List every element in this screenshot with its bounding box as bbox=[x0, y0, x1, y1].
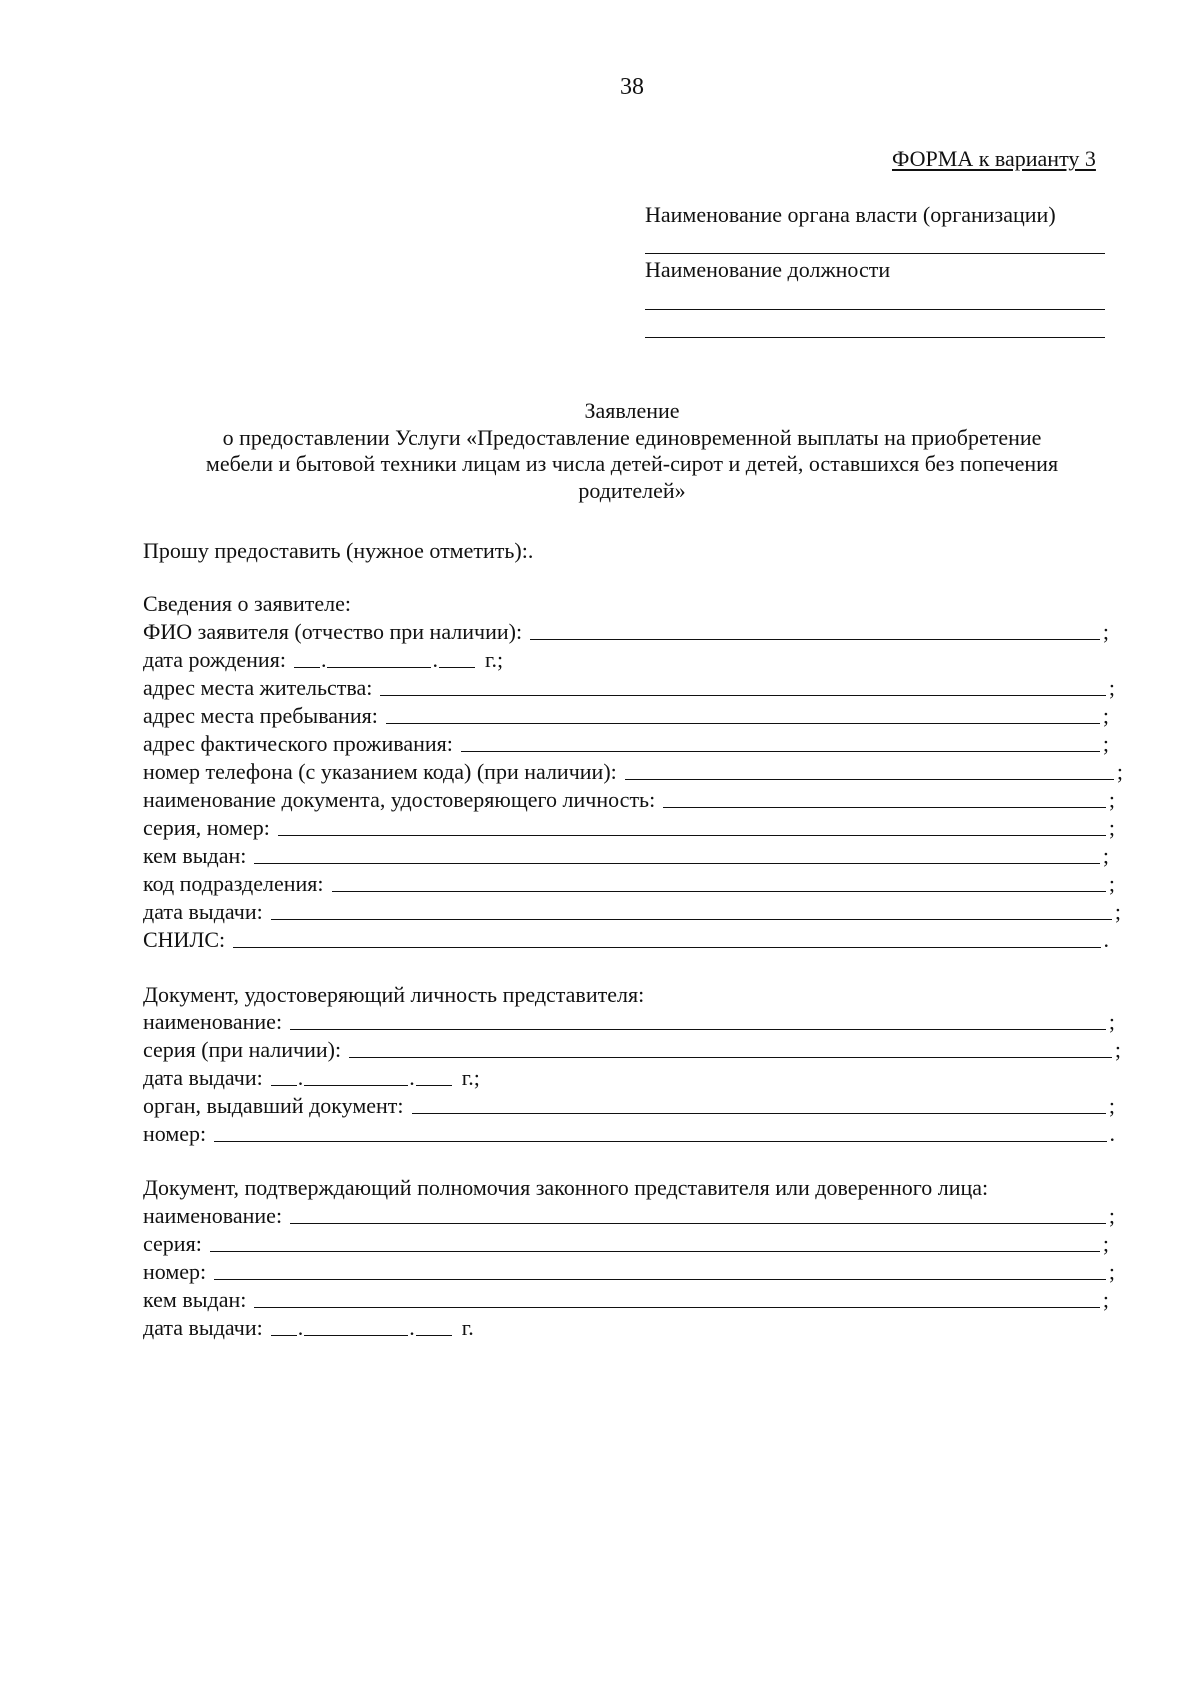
authority-name-field[interactable] bbox=[290, 1222, 1106, 1224]
addressee-authority-label: Наименование органа власти (организации) bbox=[645, 202, 1056, 227]
addressee-position-label: Наименование должности bbox=[645, 257, 891, 282]
row-end-punct: ; bbox=[1108, 1093, 1115, 1118]
representative-issue-date-row bbox=[143, 1065, 480, 1091]
date-separator: . bbox=[432, 647, 438, 672]
applicant-fio-label: ФИО заявителя (отчество при наличии): bbox=[143, 619, 523, 644]
auth-issue-month-field[interactable] bbox=[304, 1334, 408, 1336]
row-end-punct: ; bbox=[1108, 675, 1115, 700]
rep-issue-year-field[interactable] bbox=[416, 1084, 452, 1086]
applicant-phone-row bbox=[143, 759, 1123, 785]
row-end-punct: ; bbox=[1102, 1231, 1109, 1256]
applicant-series-number-row bbox=[143, 815, 1115, 841]
row-end-punct: ; bbox=[1108, 871, 1115, 896]
applicant-issue-date-label: дата выдачи: bbox=[143, 899, 263, 924]
applicant-series-number-field[interactable] bbox=[278, 834, 1106, 836]
authority-number-field[interactable] bbox=[214, 1278, 1106, 1280]
date-separator: . bbox=[409, 1315, 415, 1340]
applicant-fio-row bbox=[143, 619, 1109, 645]
authority-series-field[interactable] bbox=[210, 1250, 1100, 1252]
representative-name-label: наименование: bbox=[143, 1009, 283, 1034]
applicant-stay-row bbox=[143, 703, 1109, 729]
applicant-issued-by-field[interactable] bbox=[254, 862, 1100, 864]
rep-issue-month-field[interactable] bbox=[304, 1084, 408, 1086]
representative-issue-date-label: дата выдачи: bbox=[143, 1065, 263, 1090]
applicant-residence-row bbox=[143, 675, 1115, 701]
row-end-punct: . bbox=[1109, 1121, 1115, 1146]
auth-issue-year-field[interactable] bbox=[416, 1334, 452, 1336]
applicant-actual-label: адрес фактического проживания: bbox=[143, 731, 453, 756]
applicant-division-code-row bbox=[143, 871, 1115, 897]
row-end-punct: ; bbox=[1108, 1203, 1115, 1228]
birth-date-suffix: г.; bbox=[484, 647, 504, 672]
applicant-actual-field[interactable] bbox=[461, 750, 1100, 752]
representative-id-heading: Документ, удостоверяющий личность представителя: bbox=[143, 982, 645, 1007]
representative-name-row bbox=[143, 1009, 1115, 1035]
authority-series-label: серия: bbox=[143, 1231, 202, 1256]
title-heading: Заявление bbox=[584, 398, 680, 423]
representative-series-row bbox=[143, 1037, 1121, 1063]
rep-issue-date-suffix: г.; bbox=[461, 1065, 480, 1090]
applicant-birth-date-label: дата рождения: bbox=[143, 647, 286, 672]
auth-issue-date-suffix: г. bbox=[461, 1315, 474, 1340]
representative-series-field[interactable] bbox=[349, 1056, 1112, 1058]
representative-name-field[interactable] bbox=[290, 1028, 1106, 1030]
row-end-punct: ; bbox=[1108, 1259, 1115, 1284]
applicant-actual-row bbox=[143, 731, 1109, 757]
date-separator: . bbox=[320, 647, 327, 672]
representative-issuer-field[interactable] bbox=[412, 1112, 1106, 1114]
representative-issuer-label: орган, выдавший документ: bbox=[143, 1093, 404, 1118]
applicant-division-code-field[interactable] bbox=[332, 890, 1106, 892]
applicant-issued-by-row bbox=[143, 843, 1109, 869]
authority-name-row bbox=[143, 1203, 1115, 1229]
authority-issued-by-row bbox=[143, 1287, 1109, 1313]
applicant-id-doc-field[interactable] bbox=[663, 806, 1106, 808]
addressee-authority-line[interactable] bbox=[645, 253, 1105, 254]
row-end-punct: ; bbox=[1114, 899, 1121, 924]
addressee-position-line-2[interactable] bbox=[645, 337, 1105, 338]
row-end-punct: ; bbox=[1114, 1037, 1121, 1062]
request-text: Прошу предоставить (нужное отметить):. bbox=[143, 538, 534, 563]
addressee-position-line-1[interactable] bbox=[645, 309, 1105, 310]
applicant-stay-label: адрес места пребывания: bbox=[143, 703, 378, 728]
representative-series-label: серия (при наличии): bbox=[143, 1037, 342, 1062]
authority-issued-by-field[interactable] bbox=[254, 1306, 1100, 1308]
representative-issuer-row bbox=[143, 1093, 1115, 1119]
row-end-punct: ; bbox=[1108, 815, 1115, 840]
row-end-punct: ; bbox=[1108, 787, 1115, 812]
title-line-2: мебели и бытовой техники лицам из числа детей-сирот и детей, оставшихся без попечения bbox=[205, 451, 1059, 476]
applicant-residence-field[interactable] bbox=[380, 694, 1105, 696]
applicant-issued-by-label: кем выдан: bbox=[143, 843, 247, 868]
title-line-1: о предоставлении Услуги «Предоставление единовременной выплаты на приобретение bbox=[222, 424, 1042, 450]
rep-issue-day-field[interactable] bbox=[271, 1084, 297, 1086]
applicant-snils-row bbox=[143, 927, 1109, 953]
representative-number-row bbox=[143, 1121, 1115, 1147]
authority-issue-date-label: дата выдачи: bbox=[143, 1315, 263, 1340]
authority-number-row bbox=[143, 1259, 1115, 1285]
date-separator: . bbox=[409, 1065, 415, 1090]
page-number: 38 bbox=[620, 74, 644, 100]
applicant-snils-field[interactable] bbox=[233, 946, 1100, 948]
applicant-fio-field[interactable] bbox=[530, 638, 1100, 640]
form-label: ФОРМА к варианту 3 bbox=[892, 146, 1096, 171]
authority-series-row bbox=[143, 1231, 1109, 1257]
applicant-issue-date-field[interactable] bbox=[271, 918, 1112, 920]
date-separator: . bbox=[297, 1065, 304, 1090]
row-end-punct: ; bbox=[1102, 843, 1109, 868]
authority-name-label: наименование: bbox=[143, 1203, 283, 1228]
applicant-phone-field[interactable] bbox=[625, 778, 1114, 780]
title-line-3: родителей» bbox=[578, 477, 686, 503]
birth-month-field[interactable] bbox=[327, 666, 431, 668]
row-end-punct: ; bbox=[1102, 1287, 1109, 1312]
applicant-snils-label: СНИЛС: bbox=[143, 927, 226, 952]
authority-issued-by-label: кем выдан: bbox=[143, 1287, 247, 1312]
applicant-id-doc-row bbox=[143, 787, 1115, 813]
applicant-issue-date-row bbox=[143, 899, 1121, 925]
applicant-division-code-label: код подразделения: bbox=[143, 871, 324, 896]
representative-number-label: номер: bbox=[143, 1121, 207, 1146]
date-separator: . bbox=[297, 1315, 304, 1340]
birth-day-field[interactable] bbox=[294, 666, 320, 668]
applicant-stay-field[interactable] bbox=[386, 722, 1100, 724]
authority-doc-heading: Документ, подтверждающий полномочия законного представителя или доверенного лица: bbox=[143, 1175, 989, 1200]
row-end-punct: ; bbox=[1102, 703, 1109, 728]
row-end-punct: ; bbox=[1108, 1009, 1115, 1034]
representative-number-field[interactable] bbox=[214, 1140, 1106, 1142]
authority-issue-date-row bbox=[143, 1315, 474, 1341]
applicant-residence-label: адрес места жительства: bbox=[143, 675, 373, 700]
applicant-phone-label: номер телефона (с указанием кода) (при наличии): bbox=[143, 759, 617, 784]
authority-number-label: номер: bbox=[143, 1259, 207, 1284]
birth-year-field[interactable] bbox=[439, 666, 475, 668]
row-end-punct: . bbox=[1103, 927, 1109, 952]
applicant-birth-date-row bbox=[143, 647, 503, 673]
auth-issue-day-field[interactable] bbox=[271, 1334, 297, 1336]
row-end-punct: ; bbox=[1102, 731, 1109, 756]
applicant-heading: Сведения о заявителе: bbox=[143, 591, 352, 616]
applicant-series-number-label: серия, номер: bbox=[143, 815, 270, 840]
application-title bbox=[150, 398, 1114, 504]
row-end-punct: ; bbox=[1102, 619, 1109, 644]
applicant-id-doc-label: наименование документа, удостоверяющего личность: bbox=[143, 787, 656, 812]
row-end-punct: ; bbox=[1116, 759, 1123, 784]
